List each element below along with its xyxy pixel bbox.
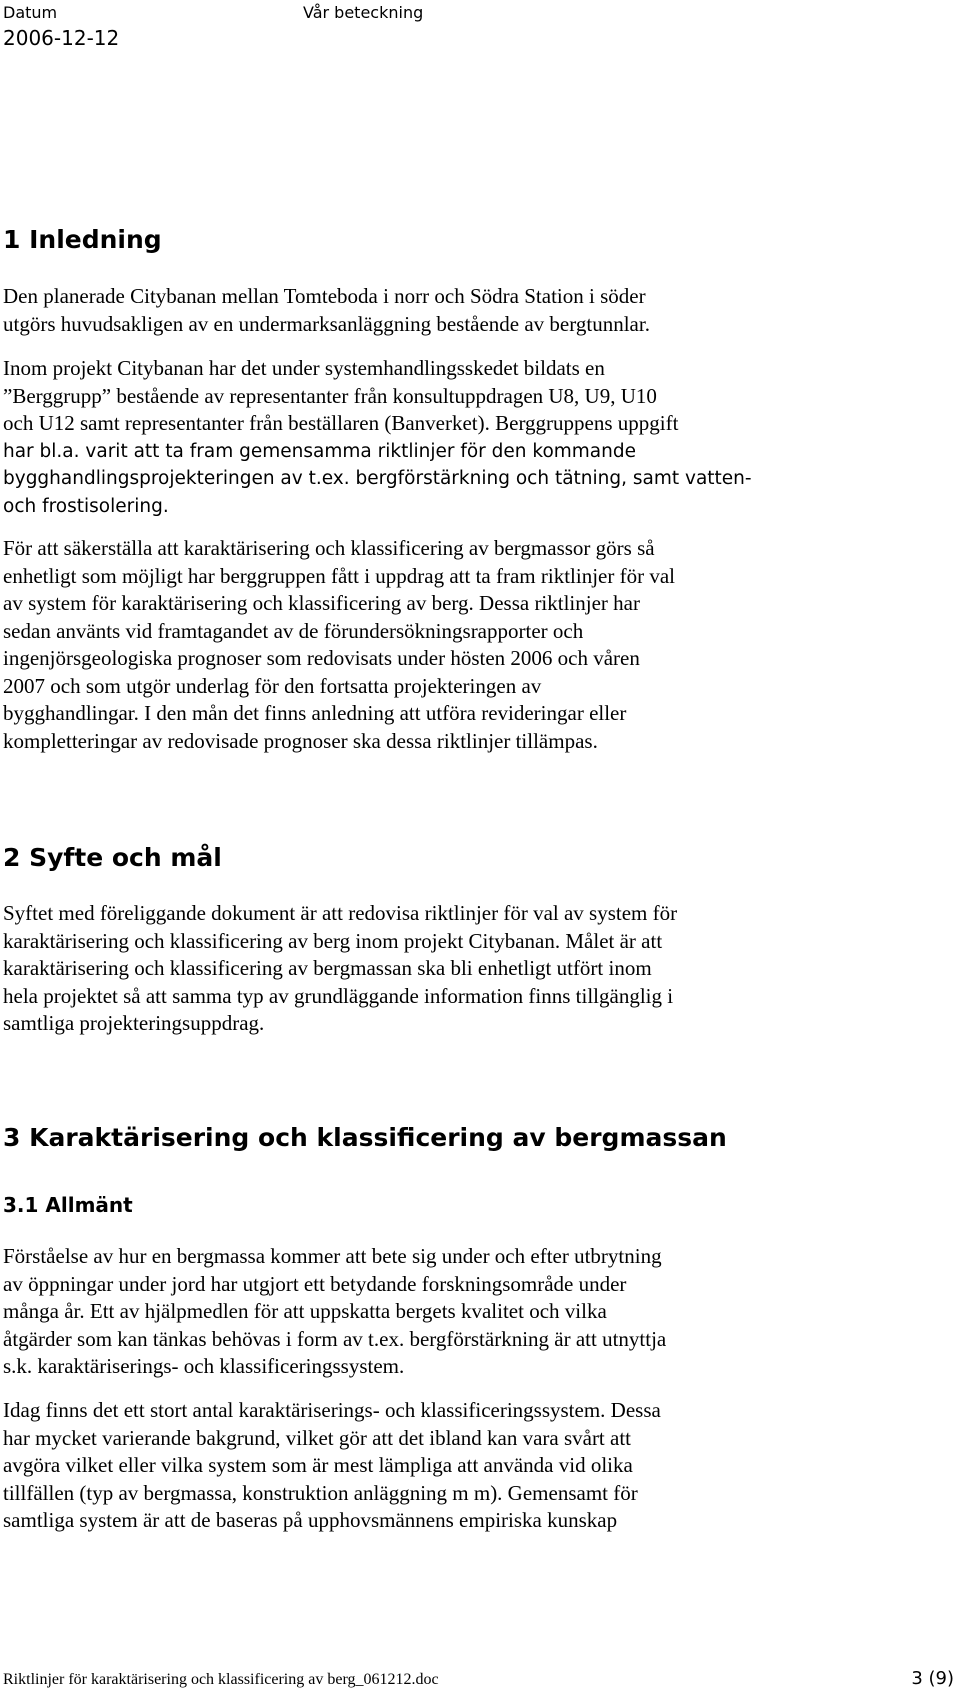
page-number: 3 (9): [911, 1668, 954, 1689]
text-line: Den planerade Citybanan mellan Tomteboda i norr och Södra Station i söder: [3, 284, 646, 308]
text-line: ingenjörsgeologiska prognoser som redovisats under hösten 2006 och våren: [3, 646, 640, 670]
text-line: har bl.a. varit att ta fram gemensamma riktlinjer för den kommande: [3, 440, 636, 462]
text-line: avgöra vilket eller vilka system som är mest lämpliga att använda vid olika: [3, 1453, 633, 1477]
text-line: utgörs huvudsakligen av en undermarksanläggning bestående av bergtunnlar.: [3, 311, 650, 336]
text-line: Förståelse av hur en bergmassa kommer att bete sig under och efter utbrytning: [3, 1244, 662, 1268]
date-value: 2006-12-12: [3, 26, 120, 50]
section-3-1-paragraph-1: [3, 1243, 666, 1381]
section-1-paragraph-2: [3, 355, 752, 520]
date-label: Datum: [3, 3, 58, 22]
text-line: hela projektet så att samma typ av grundläggande information finns tillgänglig i: [3, 983, 674, 1008]
text-line: enhetligt som möjligt har berggruppen fått i uppdrag att ta fram riktlinjer för val: [3, 563, 676, 588]
text-line: sedan använts vid framtagandet av de förundersökningsrapporter och: [3, 618, 584, 643]
text-line: s.k. karaktäriserings- och klassificeringssystem.: [3, 1354, 405, 1378]
footer-filename: Riktlinjer för karaktärisering och klassificering av berg_061212.doc: [3, 1671, 439, 1688]
text-line: har mycket varierande bakgrund, vilket gör att det ibland kan vara svårt att: [3, 1425, 632, 1450]
text-line: kompletteringar av redovisade prognoser ska dessa riktlinjer tillämpas.: [3, 728, 598, 753]
section-1-paragraph-1: [3, 283, 650, 338]
text-line: och frostisolering.: [3, 495, 169, 517]
section-3-1-paragraph-2: [3, 1397, 661, 1535]
text-line: 2007 och som utgör underlag för den fortsatta projekteringen av: [3, 673, 542, 698]
text-line: För att säkerställa att karaktärisering och klassificering av bergmassor görs så: [3, 536, 655, 560]
text-line: ”Berggrupp” bestående av representanter från konsultuppdragen U8, U9, U10: [3, 383, 657, 408]
page-footer: [0, 1668, 960, 1695]
text-line: av system för karaktärisering och klassificering av berg. Dessa riktlinjer har: [3, 591, 640, 615]
text-line: Syftet med föreliggande dokument är att redovisa riktlinjer för val av system för: [3, 901, 678, 925]
text-line: samtliga projekteringsuppdrag.: [3, 1011, 265, 1035]
text-line: Inom projekt Citybanan har det under systemhandlingsskedet bildats en: [3, 356, 605, 380]
section-2-paragraph-1: [3, 900, 677, 1038]
text-line: bygghandlingsprojekteringen av t.ex. bergförstärkning och tätning, samt vatten-: [3, 468, 752, 489]
text-line: åtgärder som kan tänkas behövas i form av t.ex. bergförstärkning är att utnyttja: [3, 1326, 667, 1351]
text-line: Idag finns det ett stort antal karaktäriserings- och klassificeringssystem. Dessa: [3, 1398, 661, 1422]
section-1-heading: 1 Inledning: [3, 225, 162, 254]
page-header: [0, 0, 960, 60]
text-line: tillfällen (typ av bergmassa, konstruktion anläggning m m). Gemensamt för: [3, 1480, 638, 1505]
text-line: många år. Ett av hjälpmedlen för att uppskatta bergets kvalitet och vilka: [3, 1299, 607, 1323]
text-line: av öppningar under jord har utgjort ett betydande forskningsområde under: [3, 1271, 627, 1296]
section-1-paragraph-3: [3, 535, 675, 755]
text-line: karaktärisering och klassificering av berg inom projekt Citybanan. Målet är att: [3, 928, 663, 953]
text-line: bygghandlingar. I den mån det finns anledning att utföra revideringar eller: [3, 701, 627, 725]
section-2-heading: 2 Syfte och mål: [3, 843, 222, 872]
reference-label: Vår beteckning: [303, 3, 424, 22]
text-line: och U12 samt representanter från beställaren (Banverket). Berggruppens uppgift: [3, 411, 679, 435]
text-line: karaktärisering och klassificering av bergmassan ska bli enhetligt utfört inom: [3, 956, 652, 980]
text-line: samtliga system är att de baseras på upphovsmännens empiriska kunskap: [3, 1508, 618, 1532]
section-3-heading: 3 Karaktärisering och klassificering av bergmassan: [3, 1123, 727, 1152]
section-3-1-heading: 3.1 Allmänt: [3, 1193, 133, 1217]
